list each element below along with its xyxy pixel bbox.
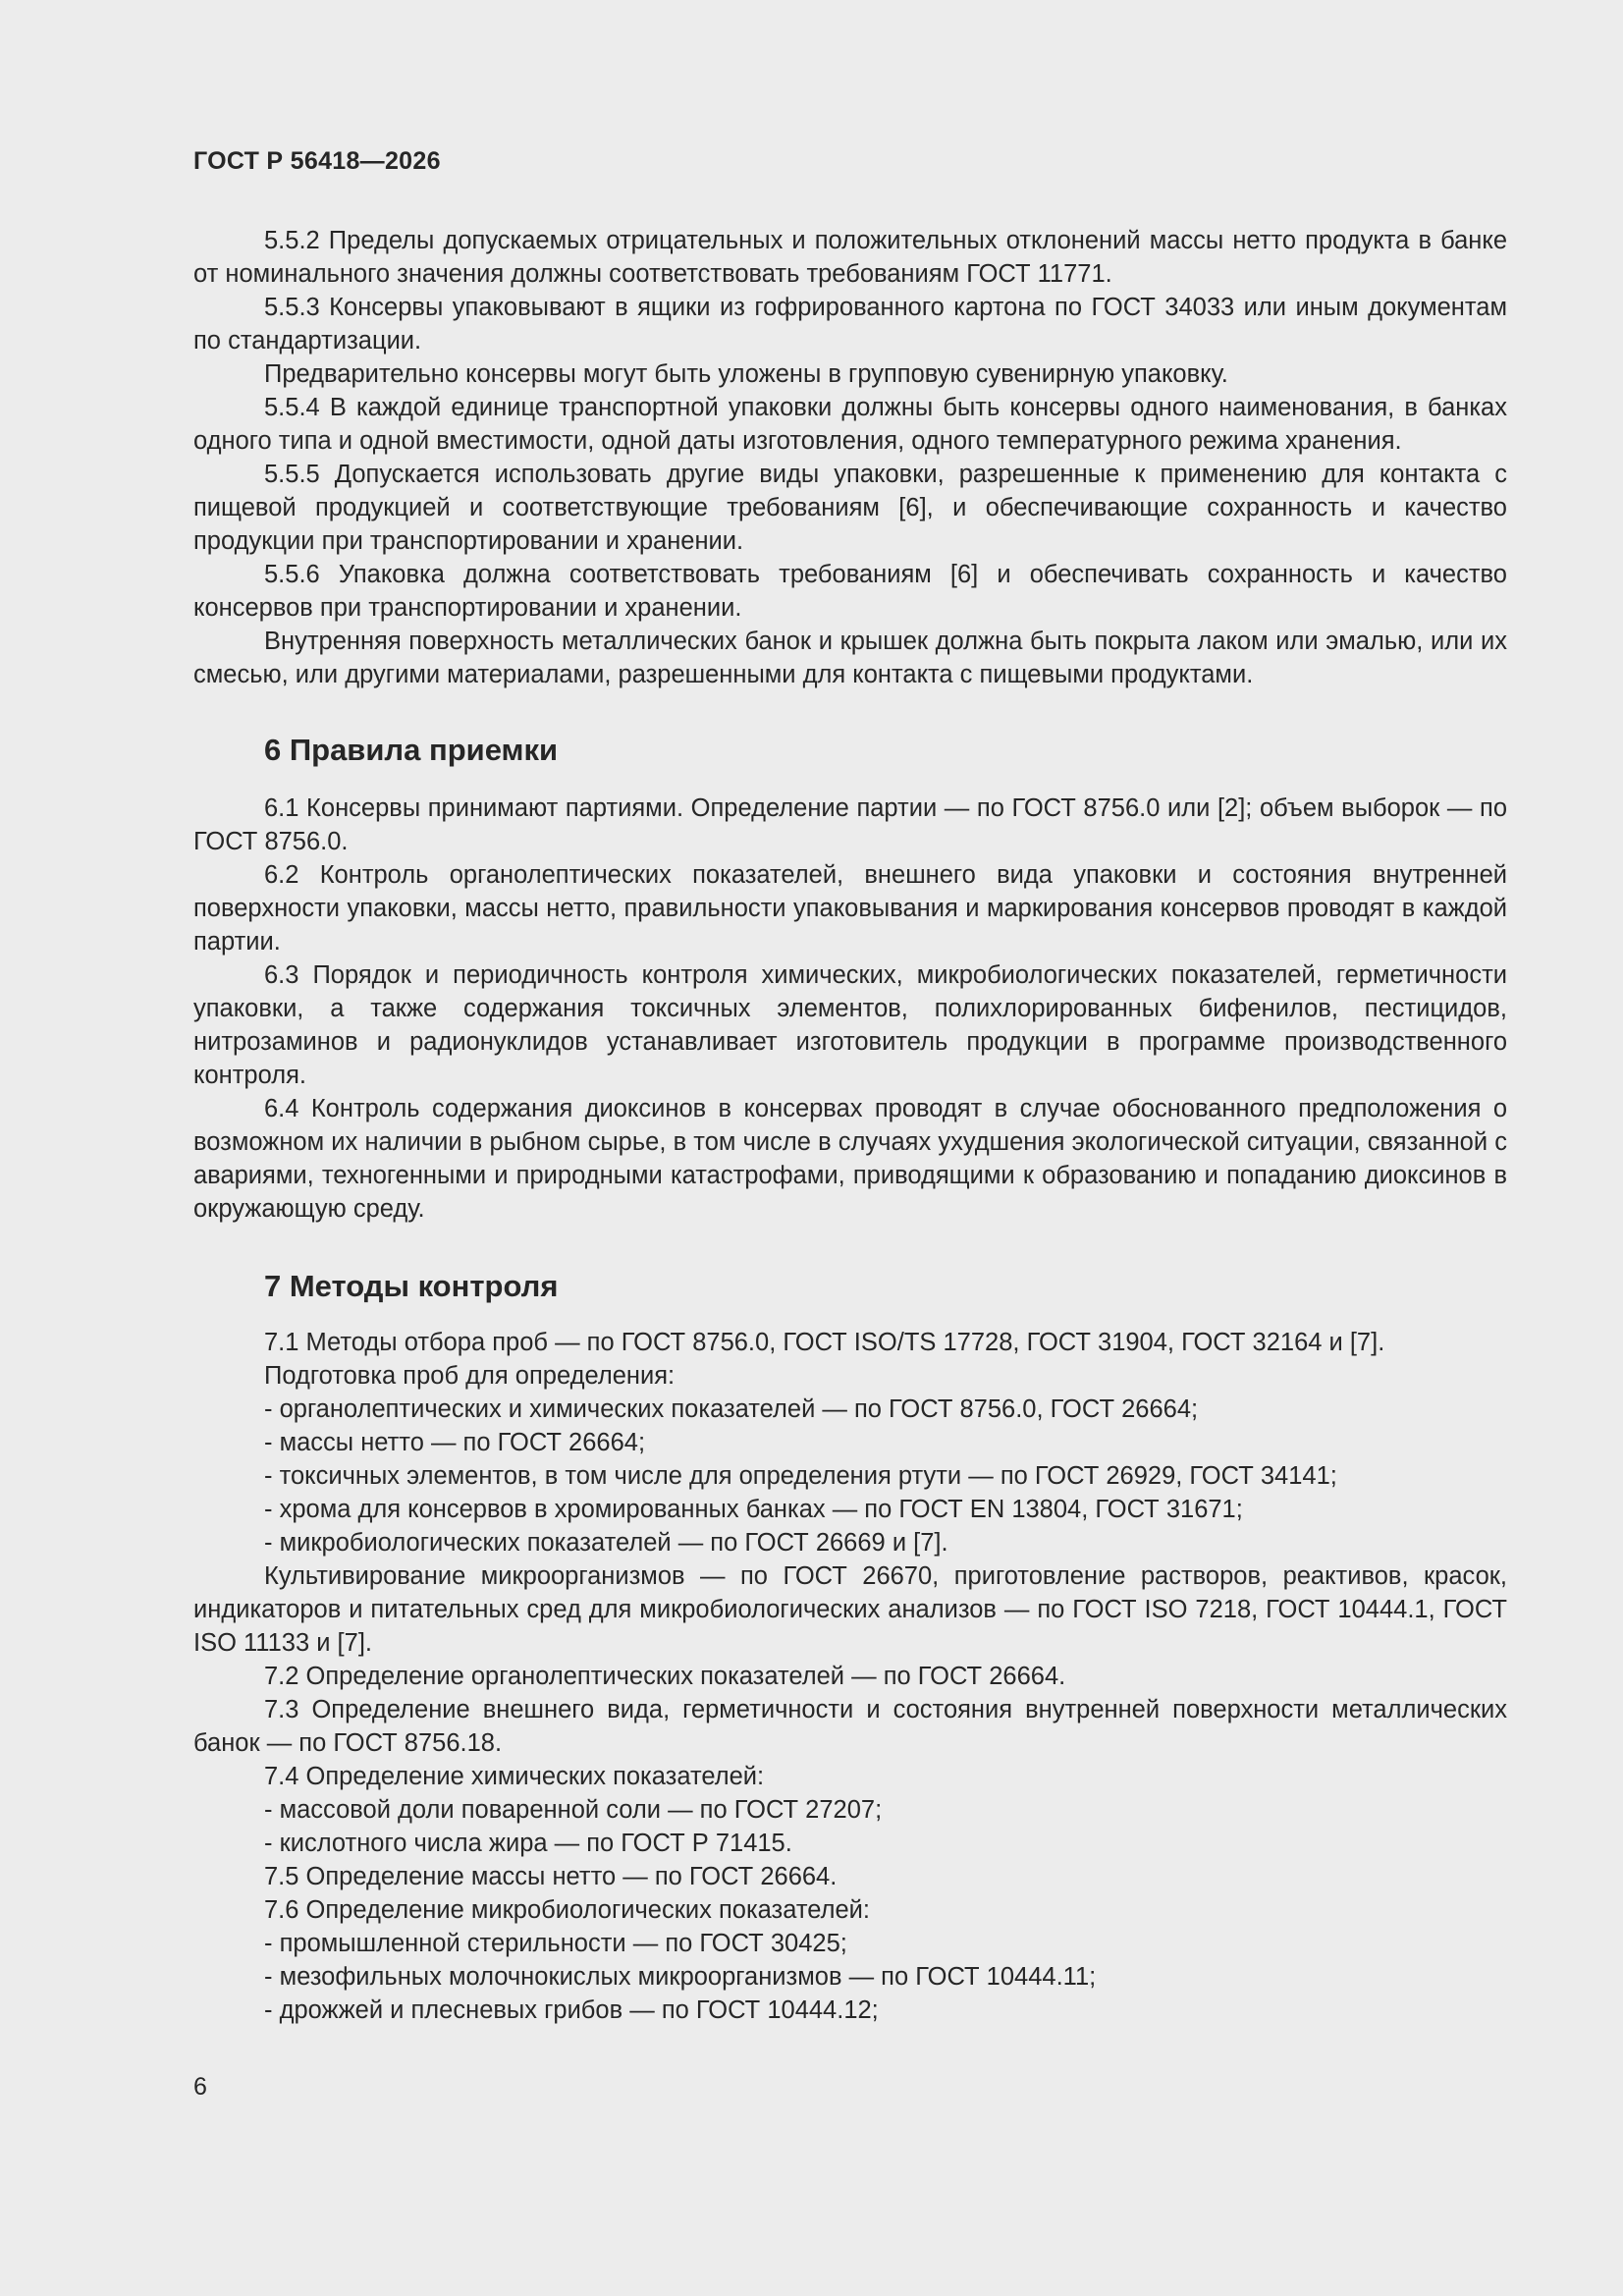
document-body xyxy=(193,224,1507,2027)
paragraph: Внутренняя поверхность металлических банок и крышек должна быть покрыта лаком или эмалью, или их смесью, или другими материалами, разрешенными для контакта с пищевыми продуктами. xyxy=(193,628,1507,688)
list-item: - токсичных элементов, в том числе для определения ртути — по ГОСТ 26929, ГОСТ 34141; xyxy=(264,1462,1337,1490)
paragraph: Подготовка проб для определения: xyxy=(264,1362,676,1390)
list-item: - дрожжей и плесневых грибов — по ГОСТ 10444.12; xyxy=(264,1996,879,2024)
paragraph: 6.1 Консервы принимают партиями. Определение партии — по ГОСТ 8756.0 или [2]; объем выборок — по ГОСТ 8756.0. xyxy=(193,794,1507,855)
paragraph: 5.5.6 Упаковка должна соответствовать требованиям [6] и обеспечивать сохранность и качество консервов при транспортировании и хранении. xyxy=(193,561,1507,622)
list-item: - хрома для консервов в хромированных банках — по ГОСТ EN 13804, ГОСТ 31671; xyxy=(264,1496,1243,1523)
list-item: - массовой доли поваренной соли — по ГОСТ 27207; xyxy=(264,1796,883,1824)
section-6-heading: 6 Правила приемки xyxy=(264,733,559,767)
paragraph: 6.3 Порядок и периодичность контроля химических, микробиологических показателей, герметичности упаковки, а также содержания токсичных элементов, полихлорированных бифенилов, пестицидов, нитрозаминов и радионуклидов устанавливает изготовитель продукции в программе производственного контроля. xyxy=(193,961,1507,1089)
paragraph: 5.5.3 Консервы упаковывают в ящики из гофрированного картона по ГОСТ 34033 или иным документам по стандартизации. xyxy=(193,294,1507,355)
paragraph: 7.6 Определение микробиологических показателей: xyxy=(264,1896,870,1924)
list-item: - органолептических и химических показателей — по ГОСТ 8756.0, ГОСТ 26664; xyxy=(264,1395,1199,1423)
page-number: 6 xyxy=(193,2073,207,2101)
paragraph: 6.2 Контроль органолептических показателей, внешнего вида упаковки и состояния внутренней поверхности упаковки, массы нетто, правильности упаковывания и маркирования консервов проводят в каждой партии. xyxy=(193,861,1507,956)
list-item: - промышленной стерильности — по ГОСТ 30425; xyxy=(264,1930,847,1957)
paragraph: 5.5.2 Пределы допускаемых отрицательных и положительных отклонений массы нетто продукта в банке от номинального значения должны соответствовать требованиям ГОСТ 11771. xyxy=(193,227,1507,288)
paragraph: 7.4 Определение химических показателей: xyxy=(264,1763,765,1790)
paragraph: 7.2 Определение органолептических показателей — по ГОСТ 26664. xyxy=(264,1663,1066,1690)
section-7-heading: 7 Методы контроля xyxy=(264,1269,559,1303)
list-item: - массы нетто — по ГОСТ 26664; xyxy=(264,1429,646,1456)
paragraph: 7.3 Определение внешнего вида, герметичности и состояния внутренней поверхности металлических банок — по ГОСТ 8756.18. xyxy=(193,1696,1507,1757)
paragraph: Культивирование микроорганизмов — по ГОСТ 26670, приготовление растворов, реактивов, красок, индикаторов и питательных сред для микробиологических анализов — по ГОСТ ISO 7218, ГОСТ 10444.1, ГОСТ ISO 11133 и [7]. xyxy=(193,1562,1507,1657)
paragraph: 7.5 Определение массы нетто — по ГОСТ 26664. xyxy=(264,1863,838,1890)
list-item: - микробиологических показателей — по ГОСТ 26669 и [7]. xyxy=(264,1529,948,1557)
paragraph: 6.4 Контроль содержания диоксинов в консервах проводят в случае обоснованного предположения о возможном их наличии в рыбном сырье, в том числе в случаях ухудшения экологической ситуации, связанной с авариями, техногенными и природными катастрофами, приводящими к образованию и попаданию диоксинов в окружающую среду. xyxy=(193,1095,1507,1223)
paragraph: 5.5.5 Допускается использовать другие виды упаковки, разрешенные к применению для контакта с пищевой продукцией и соответствующие требованиям [6], и обеспечивающие сохранность и качество продукции при транспортировании и хранении. xyxy=(193,461,1507,555)
document-header: ГОСТ Р 56418—2026 xyxy=(193,147,441,175)
paragraph: Предварительно консервы могут быть уложены в групповую сувенирную упаковку. xyxy=(264,360,1228,388)
paragraph: 5.5.4 В каждой единице транспортной упаковки должны быть консервы одного наименования, в банках одного типа и одной вместимости, одной даты изготовления, одного температурного режима хранения. xyxy=(193,394,1507,455)
list-item: - мезофильных молочнокислых микроорганизмов — по ГОСТ 10444.11; xyxy=(264,1963,1097,1991)
paragraph: 7.1 Методы отбора проб — по ГОСТ 8756.0, ГОСТ ISO/TS 17728, ГОСТ 31904, ГОСТ 32164 и [7]. xyxy=(264,1329,1385,1356)
list-item: - кислотного числа жира — по ГОСТ Р 71415. xyxy=(264,1830,792,1857)
